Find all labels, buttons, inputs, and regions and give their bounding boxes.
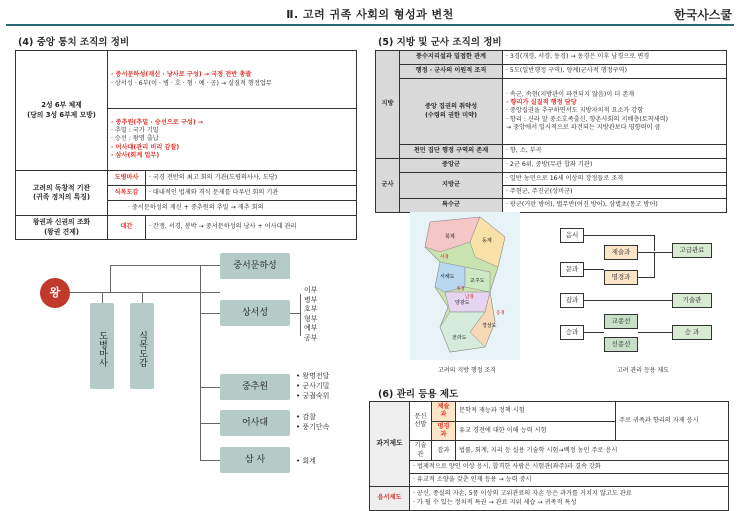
r1b-line-2: · 승선 : 왕명 출납 [111, 135, 159, 143]
mil0-val: · 2군 6위, 중방(무관 합좌 기관) [503, 159, 727, 173]
jesul-tag: 제술과 [432, 402, 456, 422]
r3-line-1: · 유교적 소양을 갖춘 인재 등용 → 능력 중시 [410, 474, 729, 487]
map-label-6: 전라도 [452, 335, 467, 341]
flow-mid-0: 제술과 [604, 245, 638, 260]
special-val: · 향, 소, 부곡 [503, 145, 727, 159]
ministry-1: 병부 [304, 295, 318, 304]
r3-line-0: · 법제적으로 양인 이상 응시, 합격한 사람은 시험관(좌주)과 결속 강화 [410, 461, 729, 474]
r2-val: 법률, 회계, 지리 등 실용 기술학 시험→백정 농민 주로 응시 [456, 441, 729, 461]
ministry-5: 공부 [304, 333, 318, 342]
r1a-line-1: · 상서성 · 6부(이 · 병 · 호 · 형 · 예 · 공) → 실질적 행정업무 [111, 79, 272, 87]
special-key: 천민 집단 행정 구역의 존재 [400, 145, 503, 159]
spine [200, 265, 201, 460]
flow-right-2: 승 과 [672, 325, 712, 340]
samsa-box: 삼 사 [220, 447, 290, 473]
r2a-tag: 도병마사 [108, 171, 146, 186]
r1b-text: 선발 [414, 421, 427, 429]
gunsa-label: 군사 [376, 159, 400, 213]
r1-note: 주로 귀족과 향리의 자제 응시 [616, 402, 729, 441]
map-label-10: 남경 [465, 295, 474, 300]
top-branch [110, 265, 220, 266]
sangseo-box: 상서성 [220, 300, 290, 326]
myeong-tag: 명경과 [432, 421, 456, 441]
r4-cell [410, 487, 729, 511]
r2a: 기술관 [410, 441, 432, 461]
ministry-0: 이부 [304, 286, 318, 294]
jungchu-sub-1: • 군사기밀 [296, 382, 330, 390]
samsa-link [200, 460, 220, 461]
r2b-text: · 대내적인 법제와 격식 문제를 다루던 회의 기관 [146, 186, 357, 201]
mid-line-3: · 향리 : 신라 말 중소호족출신, 향촌사회의 지배층(토착세력) [506, 115, 669, 123]
flow-right-0: 고급관료 [672, 243, 712, 258]
king-line [70, 292, 220, 293]
r3-tag: 대간 [108, 216, 146, 240]
flow-line-h [584, 332, 604, 333]
jesul-val: 문학적 재능과 정책 시험 [456, 402, 616, 422]
r2b-tag: 식목도감 [108, 186, 146, 201]
flow-left-1: 문과 [560, 262, 584, 277]
section-6-title: (6) 관리 등용 제도 [378, 389, 459, 400]
mid-key: 중앙 집권의 취약성 (수령의 권한 미약) [400, 79, 503, 145]
jungchu-box: 중추원 [220, 374, 290, 400]
flow-line-i [638, 332, 672, 333]
samsa-sub: • 회계 [296, 457, 316, 465]
sikmok-box: 식목도감 [130, 303, 154, 389]
six-link [290, 313, 300, 314]
sik-link [142, 292, 143, 303]
flow-mid-1: 명경과 [604, 270, 638, 285]
r2-label: 고려의 독창적 기관 (귀족 정치의 특징) [16, 171, 108, 216]
gwageo-label: 과거제도 [370, 402, 410, 487]
goryeo-map [410, 212, 520, 360]
jungchu-sub [296, 371, 329, 401]
r1a-line-0: · 중서문하성(재신 · 낭사로 구성) → 국정 전반 총괄 [111, 71, 252, 79]
ministry-4: 예부 [304, 324, 318, 332]
six-bracket [300, 294, 301, 336]
r1b-line-0: · 중추원(추밀 · 승선으로 구성) → [111, 118, 204, 126]
flow-left-0: 음서 [560, 228, 584, 243]
r1a-text: 문신 [414, 412, 427, 420]
flow-line-g [584, 300, 672, 301]
flow-line-b [654, 235, 655, 251]
flow-caption: 고려 관리 등용 제도 [616, 367, 670, 374]
r2c-text: · 중서문하성의 재신 + 중추원의 추밀 → 재추 회의 [108, 201, 357, 216]
appointment-table [369, 401, 729, 511]
jungseo-box: 중서문하성 [220, 253, 290, 279]
map-label-3: 교주도 [470, 278, 485, 284]
mil3-val: · 광군(거란 방어), 별무반(여진 방어), 삼별초(몽고 방어) [503, 199, 727, 213]
flow-line-a [584, 235, 654, 236]
page-title: Ⅱ. 고려 귀족 사회의 형성과 변천 [286, 8, 454, 21]
six-ministries [304, 286, 318, 343]
map-label-4: 양광도 [455, 300, 470, 306]
row0-key: 풍수지리설과 밀접한 관계 [400, 51, 503, 65]
r1b-cell [108, 109, 357, 171]
jibang-label: 지방 [376, 51, 400, 159]
mid-line-2: · 중앙집권을 추구하면서도 지방자치적 요소가 강함 [506, 107, 644, 115]
flow-mid-2: 교종선 [604, 314, 638, 329]
r1b-line-1: · 추밀 : 국가 기밀 [111, 126, 159, 134]
local-military-table [375, 50, 727, 213]
map-label-2: 서해도 [440, 274, 455, 280]
r4-line-0: · 공신, 종실의 자손, 5품 이상의 고위관료의 자손 등은 과거를 거치지 않고도 관료 [413, 490, 632, 498]
mil3-key: 특수군 [400, 199, 503, 213]
eosa-box: 어사대 [220, 410, 290, 436]
flow-line-e [638, 277, 654, 278]
map-label-0: 북계 [445, 234, 455, 240]
eosa-sub-0: • 감찰 [296, 413, 316, 421]
r1a [410, 402, 432, 441]
dobyeong-box: 도병마사 [90, 303, 114, 389]
map-label-1: 동계 [482, 238, 492, 244]
r1b-line-3: · 어사대(관리 비리 감찰) [111, 143, 180, 151]
king-circle: 왕 [40, 278, 70, 308]
r3-text: · 간쟁, 서경, 봉박 → 중서문하성의 낭사 + 어사대 관리 [146, 216, 357, 240]
eumseo-label: 음서제도 [370, 487, 410, 511]
r3-label: 왕권과 신권의 조화 (왕권 견제) [16, 216, 108, 240]
r1b-line-4: · 삼사(회계 업무) [111, 152, 160, 160]
flow-line-c [584, 269, 604, 270]
king-vline [110, 265, 111, 293]
row0-val: · 3경(개경, 서경, 동경) → 동경은 이후 남경으로 변경 [503, 51, 727, 65]
mil1-val: · 일반 농민으로 16세 이상의 장정들로 조직 [503, 173, 727, 186]
flow-right-1: 기술관 [672, 293, 712, 308]
r1a-cell [108, 51, 357, 109]
map-label-7: 개경 [456, 287, 465, 292]
map-label-8: 서경 [440, 255, 449, 260]
mid-val [503, 79, 727, 145]
row1-val: · 5도(일반행정 구역), 양계(군사적 행정구역) [503, 65, 727, 79]
ministry-3: 형부 [304, 314, 318, 323]
header-rule [6, 24, 734, 26]
central-org-table [15, 50, 357, 240]
map-caption: 고려의 지방 행정 조직 [438, 367, 496, 374]
mil0-key: 중앙군 [400, 159, 503, 173]
r2a-text: · 국경 전반의 최고 회의 기관(도평의사사, 도당) [146, 171, 357, 186]
section-4-title: (4) 중앙 통치 조직의 정비 [18, 37, 130, 48]
mil1-key: 지방군 [400, 173, 503, 199]
jungchu-sub-0: • 왕명전달 [296, 372, 330, 380]
brand-logo: 한국사스쿨 [674, 8, 732, 22]
map-label-5: 경상도 [482, 323, 497, 329]
flow-left-3: 승과 [560, 325, 584, 340]
flow-line-f [654, 252, 655, 278]
mid-line-1: · 향리가 실질적 행정 담당 [506, 98, 577, 106]
eosa-link [200, 423, 220, 424]
r4-line-1: · 가 될 수 있는 정치적 특권 → 관료 지위 세습 → 귀족적 특성 [413, 498, 577, 506]
ministry-2: 호부 [304, 305, 318, 313]
mid-line-4: → 중앙에서 일시적으로 파견되는 지방관보다 영향력이 큼 [506, 124, 661, 132]
r1-label: 2성 6부 체제 (당의 3성 6부제 모방) [16, 51, 108, 171]
row1-key: 행정 · 군사의 이원적 조직 [400, 65, 503, 79]
section-5-title: (5) 지방 및 군사 조직의 정비 [378, 37, 502, 48]
jungchu-sub-2: • 궁궐숙위 [296, 392, 330, 400]
dob-link [102, 292, 103, 303]
mid-line-0: · 속군, 속현(지방관이 파견되지 않음)이 더 존재 [506, 90, 635, 98]
mil2-val: · 주현군, 주진군(상비군) [503, 186, 727, 199]
flow-left-2: 잡과 [560, 293, 584, 308]
r2b: 잡과 [432, 441, 456, 461]
eosa-sub-1: • 풍기단속 [296, 423, 330, 431]
eosa-sub [296, 412, 329, 432]
flow-line-d [638, 252, 672, 253]
jungchu-link [200, 387, 220, 388]
map-label-9: 동경 [496, 311, 505, 316]
myeong-val: 유교 경전에 대한 이해 능력 시험 [456, 421, 616, 441]
flow-mid-3: 선종선 [604, 337, 638, 352]
sangseo-link [200, 313, 220, 314]
